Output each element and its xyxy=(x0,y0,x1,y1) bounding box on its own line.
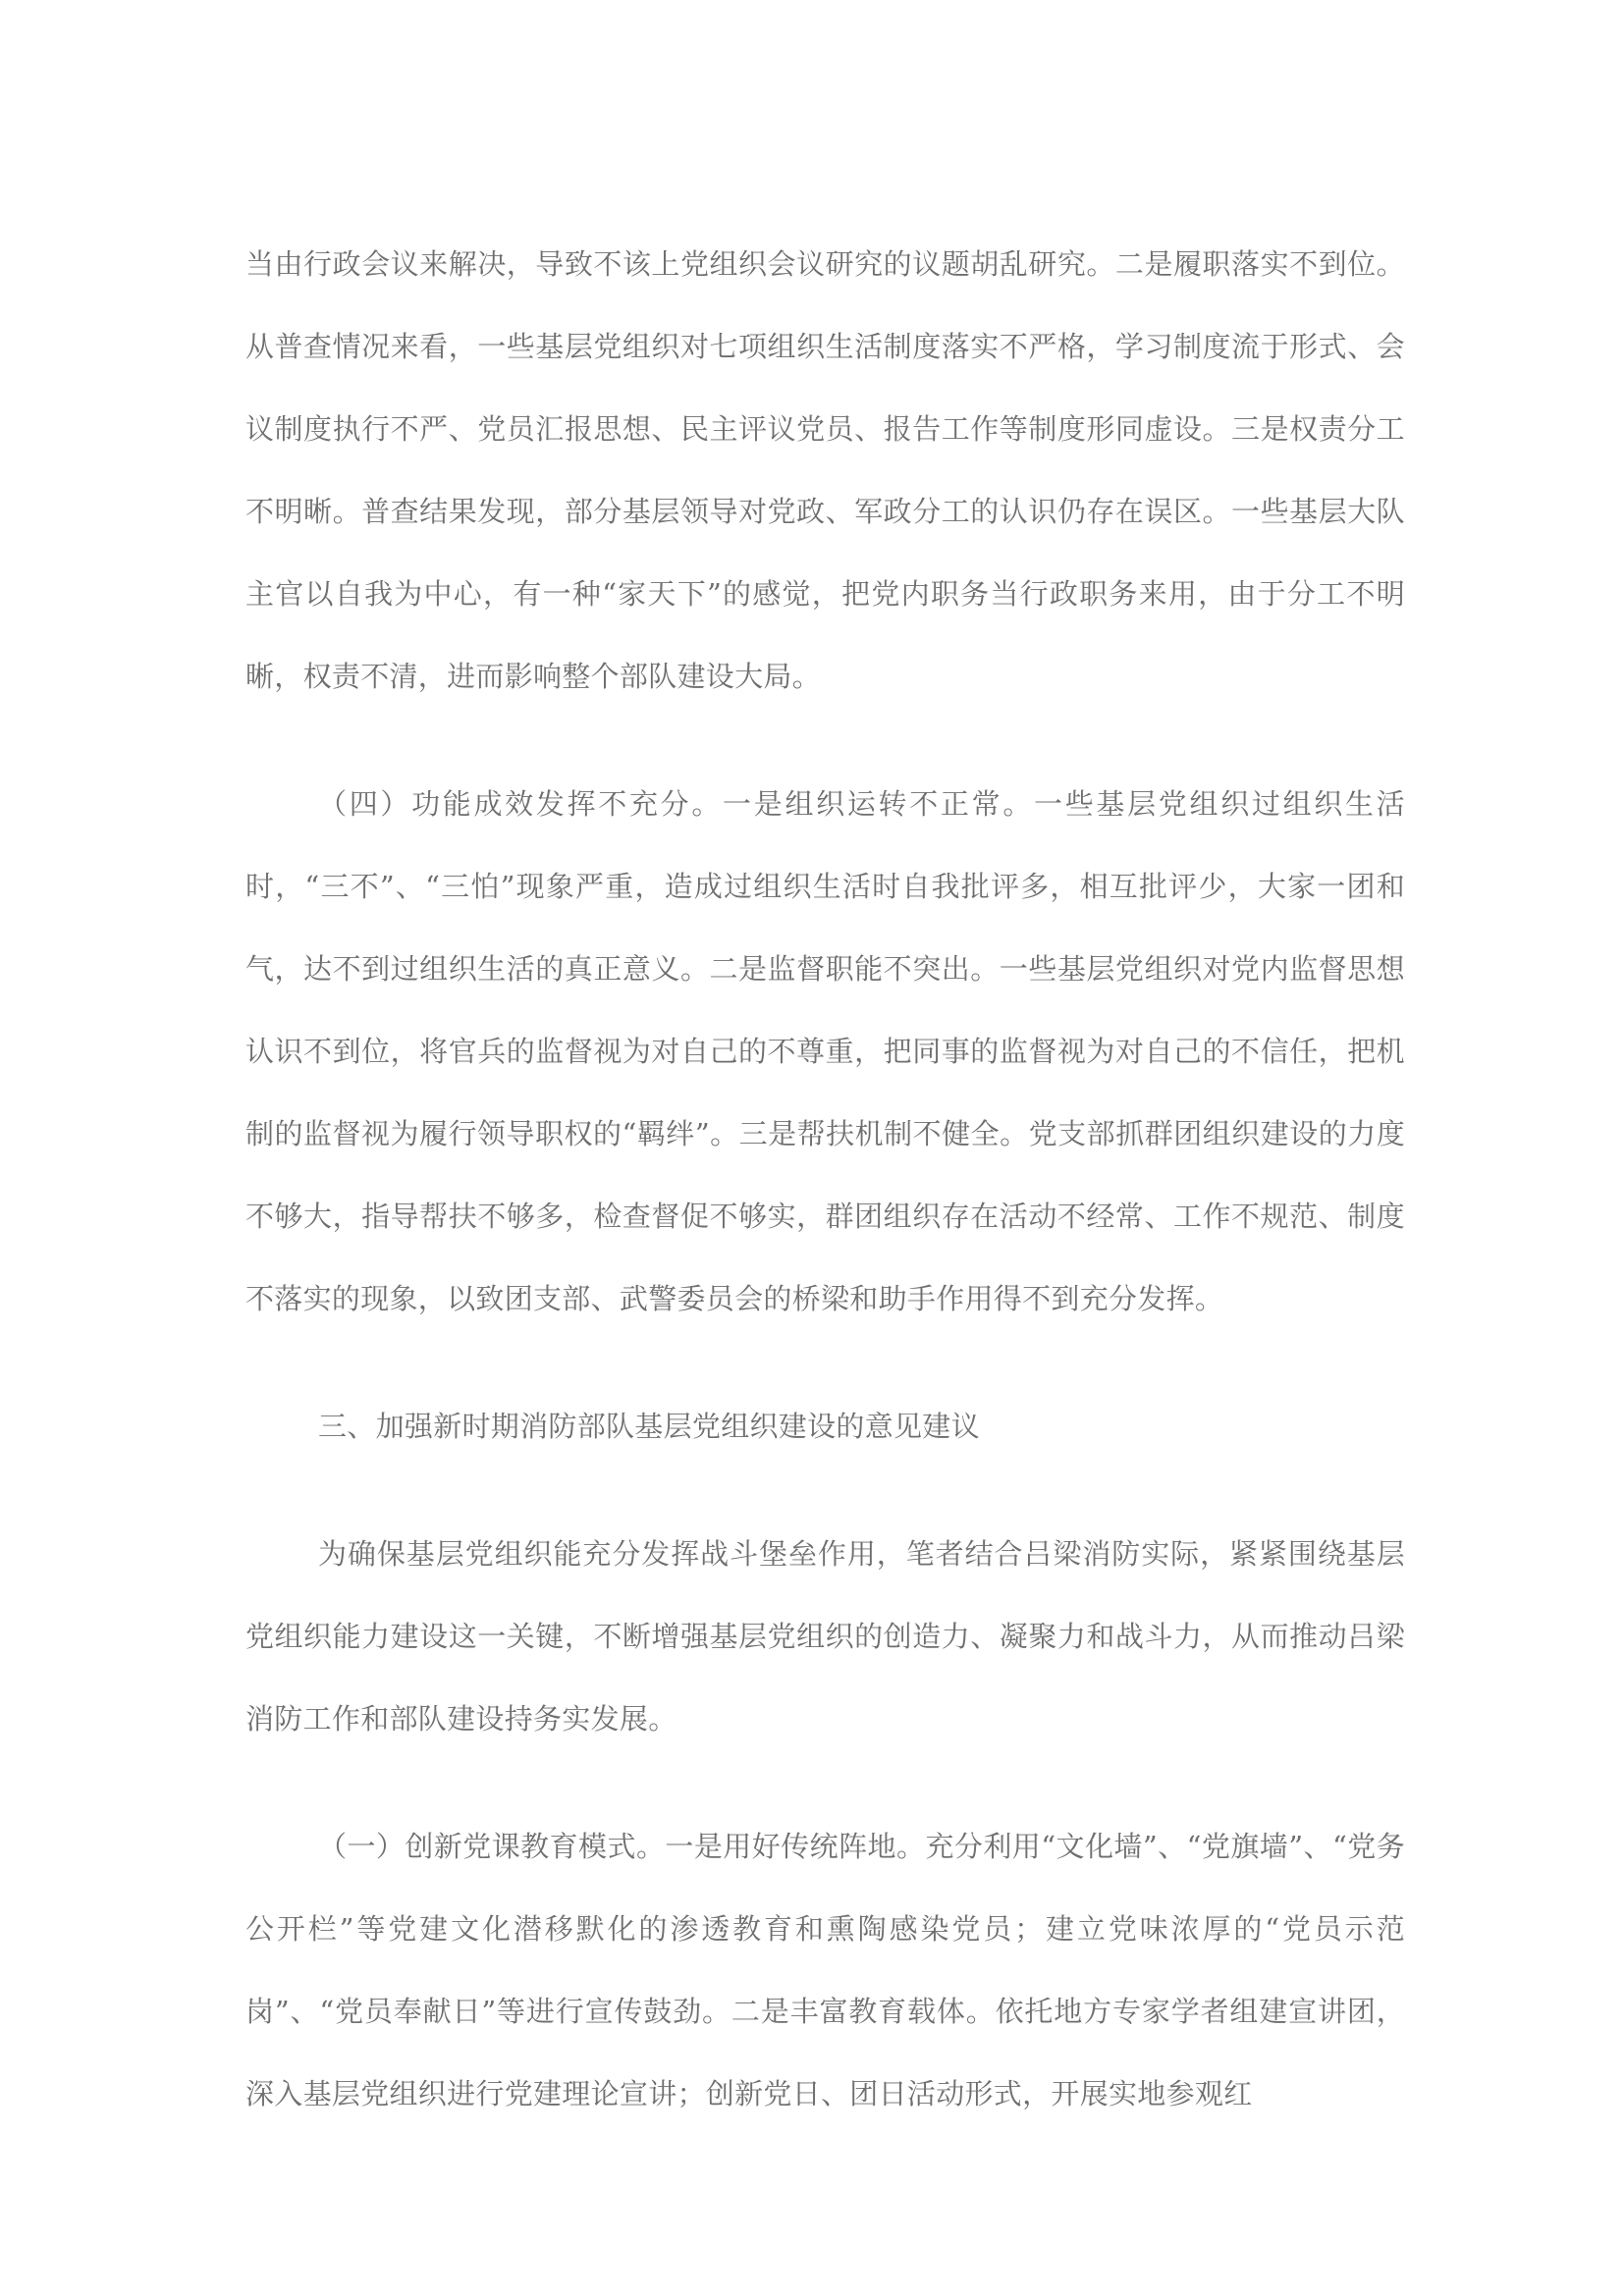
document-content xyxy=(245,223,1405,2135)
section-heading: 三、加强新时期消防部队基层党组织建设的意见建议 xyxy=(318,1410,980,1443)
paragraph-suggestions-intro: 为确保基层党组织能充分发挥战斗堡垒作用，笔者结合吕梁消防实际，紧紧围绕基层党组织能力建设这一关键，不断增强基层党组织的创造力、凝聚力和战斗力，从而推动吕梁消防工作和部队建设持务实发展。 xyxy=(245,1537,1405,1735)
paragraph-continuation: 当由行政会议来解决，导致不该上党组织会议研究的议题胡乱研究。二是履职落实不到位。从普查情况来看，一些基层党组织对七项组织生活制度落实不严格，学习制度流于形式、会议制度执行不严、党员汇报思想、民主评议党员、报告工作等制度形同虚设。三是权责分工不明晰。普查结果发现，部分基层领导对党政、军政分工的认识仍存在误区。一些基层大队主官以自我为中心，有一种“家天下”的感觉，把党内职务当行政职务来用，由于分工不明晰，权责不清，进而影响整个部队建设大局。 xyxy=(245,247,1405,693)
paragraph-item-four: （四）功能成效发挥不充分。一是组织运转不正常。一些基层党组织过组织生活时，“三不”、“三怕”现象严重，造成过组织生活时自我批评多，相互批评少，大家一团和气，达不到过组织生活的真正意义。二是监督职能不突出。一些基层党组织对党内监督思想认识不到位，将官兵的监督视为对自己的不尊重，把同事的监督视为对自己的不信任，把机制的监督视为履行领导职权的“羁绊”。三是帮扶机制不健全。党支部抓群团组织建设的力度不够大，指导帮扶不够多，检查督促不够实，群团组织存在活动不经常、工作不规范、制度不落实的现象，以致团支部、武警委员会的桥梁和助手作用得不到充分发挥。 xyxy=(245,787,1405,1315)
paragraph-item-one: （一）创新党课教育模式。一是用好传统阵地。充分利用“文化墙”、“党旗墙”、“党务公开栏”等党建文化潜移默化的渗透教育和熏陶感染党员；建立党味浓厚的“党员示范岗”、“党员奉献日”等进行宣传鼓劲。二是丰富教育载体。依托地方专家学者组建宣讲团，深入基层党组织进行党建理论宣讲；创新党日、团日活动形式，开展实地参观红 xyxy=(245,1830,1405,2110)
